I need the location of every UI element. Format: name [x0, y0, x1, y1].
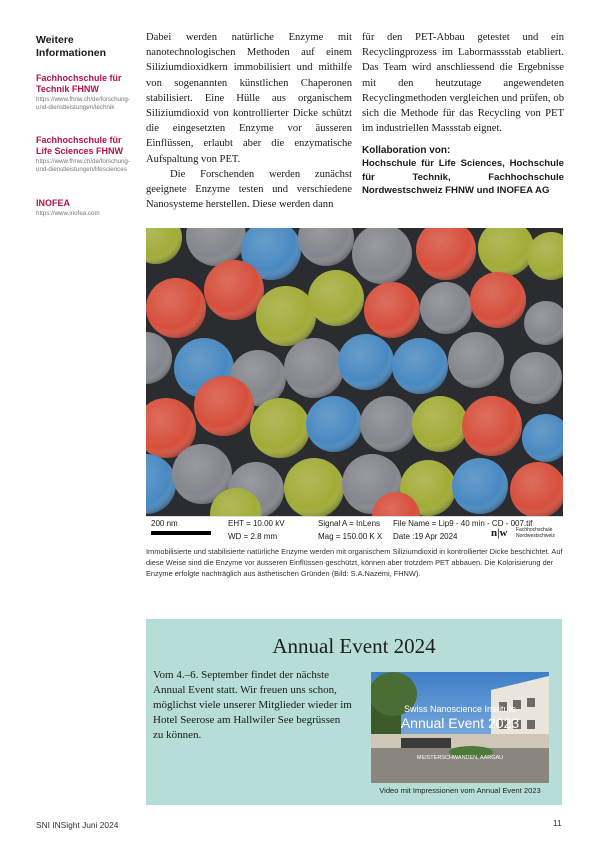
file-name: File Name = Lip9 - 40 min - CD - 007.tif	[393, 519, 533, 528]
sidebar-link-title: Fachhochschule für Life Sciences FHNW	[36, 135, 124, 156]
sidebar-link-technik[interactable]	[36, 73, 132, 112]
signal-value: Signal A = InLens	[318, 519, 381, 528]
paragraph: Die Forschenden werden zunächst geeignete Enzyme testen und verschiedene Nanosysteme herstellen. Diese werden dann	[146, 168, 352, 211]
article-column-2	[362, 30, 564, 198]
particle-shading	[338, 334, 394, 390]
image-caption: Immobilisierte und stabilisierte natürliche Enzyme werden mit organischem Siliziumdioxid in kontrollierter Dicke beschichtet. Auf diese Weise sind die Enzyme vor äusseren Einflüssen geschützt, können aber trotzdem PET abbauen. Die Kolorisierung der Enzyme erfolgte nachträglich aus ästhetischen Gründen (Bild: S.A.Nazemi, FHNW).	[146, 547, 563, 578]
particle-shading	[448, 332, 504, 388]
particle-shading	[284, 458, 344, 516]
video-title-line2: Annual Event 2023	[400, 715, 520, 731]
terrace	[371, 734, 549, 748]
event-title: Annual Event 2024	[272, 634, 436, 658]
video-title-line1: Swiss Nanoscience Institute	[403, 704, 517, 714]
mag-value: Mag = 150.00 K X	[318, 532, 383, 541]
particle-shading	[146, 278, 206, 338]
particle-shading	[420, 282, 472, 334]
sidebar-link-url[interactable]: https://www.fhnw.ch/de/forschung-und-dienstleistungen/technik	[36, 96, 130, 111]
sidebar-link-url[interactable]: https://www.fhnw.ch/de/forschung-und-dienstleistungen/lifesciences	[36, 158, 130, 173]
paragraph: Dabei werden natürliche Enzyme mit nanotechnologischen Methoden auf einem Siliziumdioxidkern immobilisiert und mithilfe von sogenannten künstlichen Chaperonen stabilisiert. Eine Hülle aus organischem Siliziumdioxid von kontrollierter Dicke schützt die eingesetzten Enzyme vor äusseren Einflüssen, erlaubt aber die enzymatische Aufspaltung von PET.	[146, 32, 352, 165]
particle-shading	[364, 282, 420, 338]
page-number: 11	[553, 818, 562, 828]
video-caption: Video mit Impressionen vom Annual Event 2023	[379, 786, 541, 795]
eht-value: EHT = 10.00 kV	[228, 519, 285, 528]
particle-shading	[204, 260, 264, 320]
scale-label: 200 nm	[151, 519, 178, 528]
enzyme-micrograph	[146, 228, 563, 516]
sidebar-title: Weitere Informationen	[36, 34, 106, 59]
particle-shading	[308, 270, 364, 326]
event-photo	[371, 672, 549, 783]
window	[527, 698, 535, 707]
sidebar-link-inofea[interactable]	[36, 198, 132, 218]
canopy	[401, 738, 451, 748]
footer-publication: SNI INSight Juni 2024	[36, 820, 119, 830]
particle-shading	[452, 458, 508, 514]
particle-shading	[360, 396, 416, 452]
particle-shading	[412, 396, 468, 452]
date-value: Date :19 Apr 2024	[393, 532, 458, 541]
particle-shading	[470, 272, 526, 328]
sidebar-link-title: Fachhochschule für Technik FHNW	[36, 73, 122, 94]
sem-info-bar	[146, 516, 563, 545]
particle-shading	[462, 396, 522, 456]
particle-shading	[284, 338, 344, 398]
article-column-1	[146, 30, 352, 212]
sidebar-link-lifesciences[interactable]	[36, 135, 132, 174]
wd-value: WD = 2.8 mm	[228, 532, 278, 541]
video-location: MEISTERSCHWANDEN, AARGAU	[416, 755, 504, 761]
particle-shading	[250, 398, 310, 458]
particle-shading	[392, 338, 448, 394]
sidebar-link-title: INOFEA	[36, 198, 71, 208]
collaboration-text: Hochschule für Life Sciences, Hochschule für Technik, Fachhochschule Nordwestschweiz FHNW und INOFEA AG	[362, 158, 564, 197]
particle-shading	[194, 376, 254, 436]
paragraph: für den PET-Abbau getestet und ein Recyclingprozess im Labormassstab etabliert. Das Team wird anschliessend die Ergebnisse mit den heutzutage angewendeten Recyclingmethoden vergleichen und prüfen, ob sich die Methode für das Recycling von PET im industriellen Massstab eignet.	[362, 32, 564, 135]
particle-shading	[306, 396, 362, 452]
micrograph-svg	[146, 228, 563, 516]
event-video-thumbnail[interactable]	[371, 672, 549, 783]
window	[527, 720, 535, 729]
scale-bar	[151, 531, 211, 535]
event-text: Vom 4.–6. September findet der nächste Annual Event statt. Wir freuen uns schon, möglichst viele unserer Mitglieder wieder im Hotel Seerose am Hallwiler See begrüssen zu können.	[153, 669, 352, 741]
collaboration-title: Kollaboration von:	[362, 145, 451, 157]
particle-shading	[256, 286, 316, 346]
fhnw-logo: n|w	[491, 527, 508, 539]
fhnw-logo-text: Fachhochschule Nordwestschweiz	[516, 527, 555, 539]
sidebar-link-url[interactable]: https://www.inofea.com	[36, 210, 100, 217]
particle-shading	[510, 352, 562, 404]
